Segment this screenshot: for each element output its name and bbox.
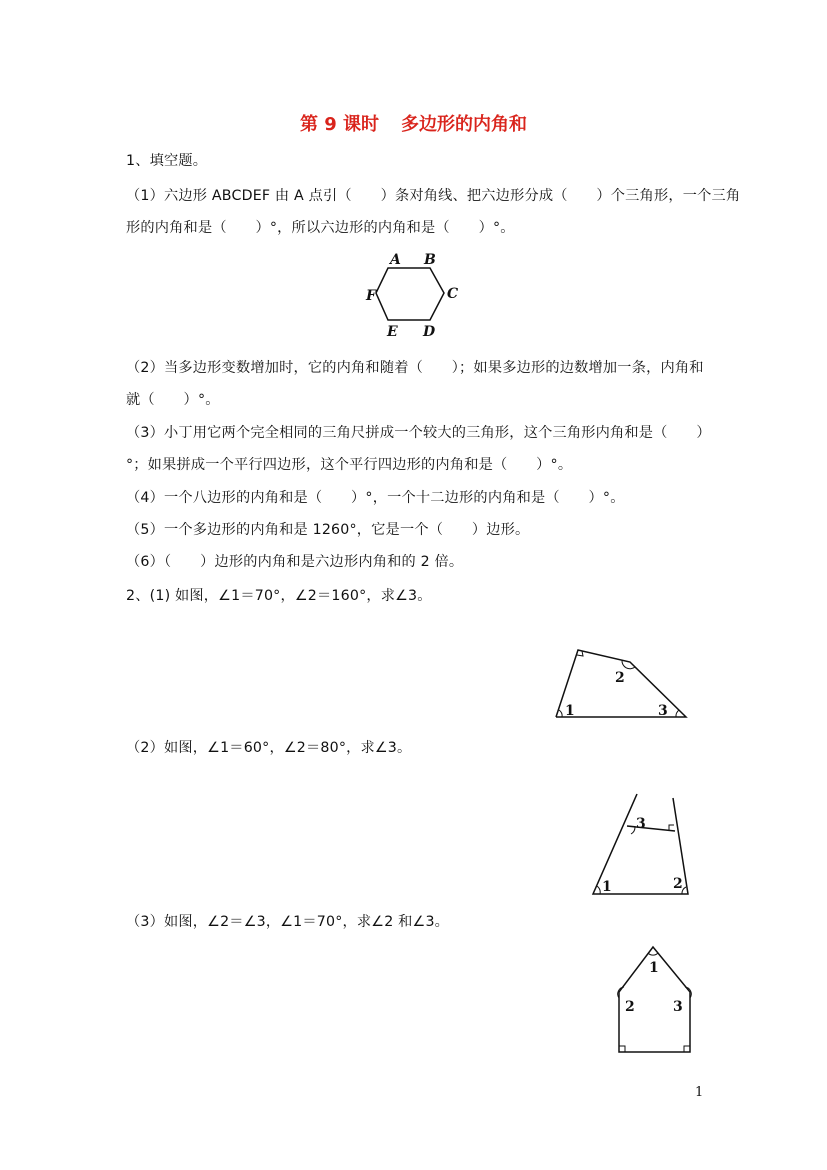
angle-mark-3 [676, 710, 679, 717]
q2-figure-2 [585, 790, 695, 900]
hex-label-d: D [423, 324, 436, 340]
hexagon-figure [360, 248, 470, 343]
page-number: 1 [695, 1085, 704, 1100]
angle-label-1: 1 [565, 703, 575, 719]
q1-s2-line2: 就（ ）°。 [126, 392, 220, 408]
hexagon-shape [376, 268, 444, 320]
right-angle-left [619, 1046, 625, 1052]
right-angle-right [684, 1046, 690, 1052]
q1-s1-line2: 形的内角和是（ ）°，所以六边形的内角和是（ ）°。 [126, 220, 515, 236]
angle-mark-1 [559, 710, 562, 717]
q1-s4: （4）一个八边形的内角和是（ ）°，一个十二边形的内角和是（ ）°。 [126, 490, 625, 506]
hex-label-a: A [390, 252, 401, 268]
page-title [0, 110, 827, 136]
q1-s2-line1: （2）当多边形变数增加时，它的内角和随着（ ）；如果多边形的边数增加一条，内角和 [126, 360, 704, 376]
title-lesson: 第 9 课时 [299, 114, 380, 135]
q2-p1-text: 2、(1) 如图，∠1＝70°，∠2＝160°，求∠3。 [126, 588, 432, 604]
q1-s6: （6）（ ）边形的内角和是六边形内角和的 2 倍。 [126, 554, 464, 570]
angle-label-3: 3 [673, 999, 683, 1015]
hex-label-e: E [387, 324, 398, 340]
angle-label-3: 3 [636, 816, 646, 832]
angle-label-2: 2 [625, 999, 635, 1015]
angle-label-1: 1 [649, 960, 659, 976]
q2-p3-text: （3）如图，∠2＝∠3，∠1＝70°，求∠2 和∠3。 [126, 914, 450, 930]
angle-label-1: 1 [602, 879, 612, 895]
angle-label-3: 3 [658, 703, 668, 719]
q1-heading: 1、填空题。 [126, 153, 208, 169]
angle-mark-3 [631, 827, 635, 834]
q2-figure-3 [605, 940, 700, 1060]
q1-s3-line2: °；如果拼成一个平行四边形，这个平行四边形的内角和是（ ）°。 [126, 457, 573, 473]
title-topic: 多边形的内角和 [401, 114, 528, 135]
hex-label-b: B [424, 252, 436, 268]
angle-label-2: 2 [673, 876, 683, 892]
hex-label-c: C [447, 286, 459, 302]
q2-figure-1 [550, 640, 695, 725]
q2-p2-text: （2）如图，∠1＝60°，∠2＝80°，求∠3。 [126, 740, 412, 756]
angle-label-2: 2 [615, 670, 625, 686]
q1-s3-line1: （3）小丁用它两个完全相同的三角尺拼成一个较大的三角形，这个三角形内角和是（ ） [126, 425, 711, 441]
q1-s1-line1: （1）六边形 ABCDEF 由 A 点引（ ）条对角线、把六边形分成（ ）个三角形，一个三角 [126, 188, 741, 204]
angle-mark-1 [597, 886, 600, 894]
angle-mark-1 [648, 953, 658, 955]
q1-s5: （5）一个多边形的内角和是 1260°，它是一个（ ）边形。 [126, 522, 530, 538]
hex-label-f: F [366, 288, 376, 304]
